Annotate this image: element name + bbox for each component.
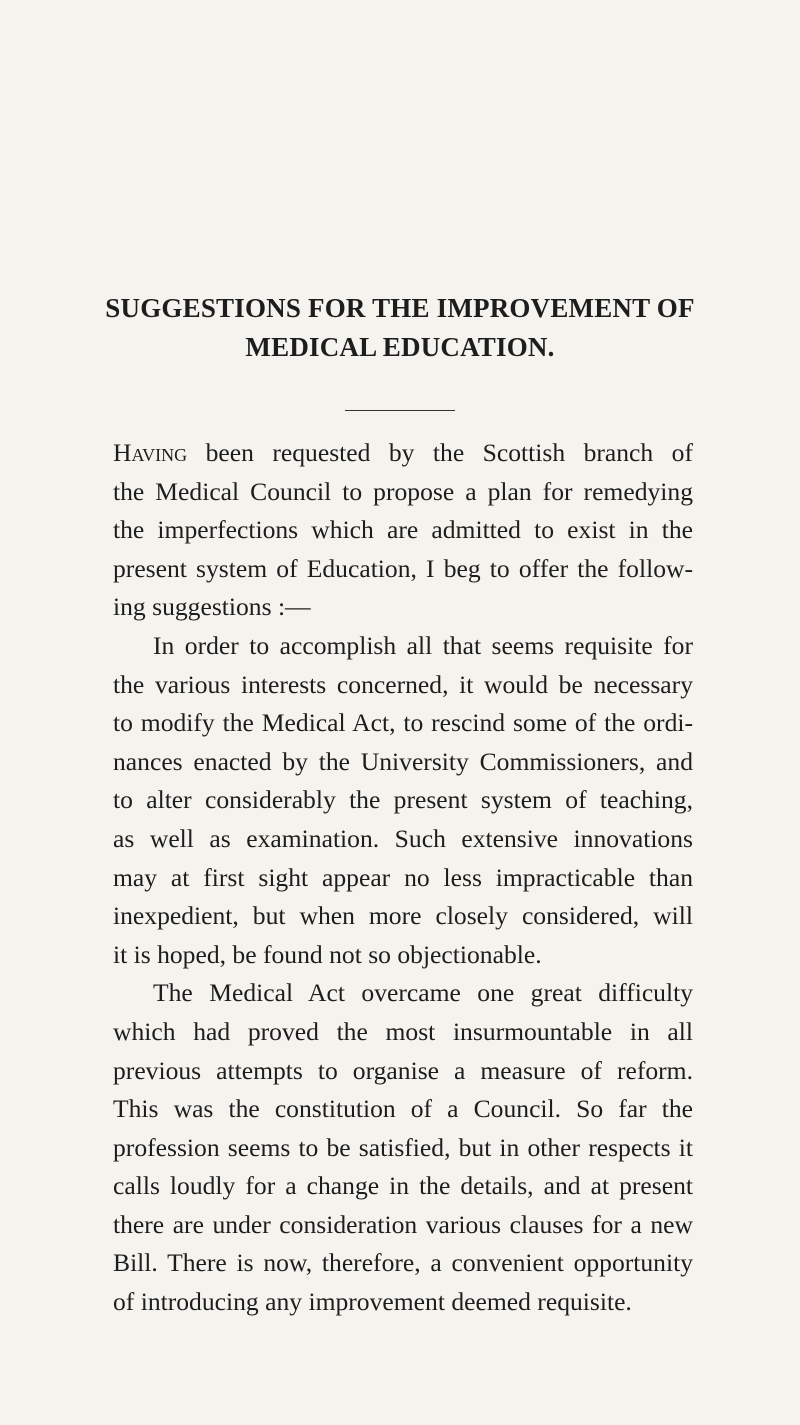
body-text: [113, 434, 693, 1322]
paragraph-1: [113, 434, 693, 627]
title-divider: [345, 410, 455, 411]
paragraph-3-line-2: which had proved the most insurmountable in all: [113, 1016, 693, 1046]
title-line-2: MEDICAL EDUCATION.: [245, 332, 555, 362]
paragraph-3-line-5: profession seems to be satisfied, but in other respects it: [113, 1132, 693, 1162]
paragraph-3-line-7: there are under consideration various clauses for a new: [113, 1209, 693, 1239]
title-line-1: SUGGESTIONS FOR THE IMPROVEMENT OF: [105, 293, 695, 323]
paragraph-2-line-5: to alter considerably the present system of teaching,: [113, 785, 693, 815]
paragraph-1-line-1: Having been requested by the Scottish branch of: [113, 438, 693, 467]
paragraph-3-line-4: This was the constitution of a Council. So far the: [113, 1094, 693, 1124]
paragraph-2-line-4: nances enacted by the University Commissioners, and: [113, 746, 693, 776]
paragraph-3: [113, 974, 693, 1321]
paragraph-1-line-4: present system of Education, I beg to offer the follow-: [113, 553, 693, 583]
paragraph-2-line-1: In order to accomplish all that seems requisite for: [153, 630, 693, 660]
paragraph-2-line-6: as well as examination. Such extensive innovations: [113, 823, 693, 853]
paragraph-2-line-9: it is hoped, be found not so objectionable.: [113, 939, 542, 969]
drop-word: Having: [113, 438, 188, 467]
paragraph-2-line-2: the various interests concerned, it would be necessary: [113, 669, 693, 699]
paragraph-3-line-1: The Medical Act overcame one great difficulty: [153, 978, 693, 1008]
paragraph-2: [113, 627, 693, 974]
paragraph-3-line-6: calls loudly for a change in the details, and at present: [113, 1171, 693, 1201]
paragraph-2-line-7: may at first sight appear no less impracticable than: [113, 862, 693, 892]
paragraph-2-line-3: to modify the Medical Act, to rescind some of the ordi-: [113, 708, 693, 738]
paragraph-2-line-8: inexpedient, but when more closely considered, will: [113, 901, 693, 931]
paragraph-1-line-5: ing suggestions :—: [113, 592, 311, 622]
paragraph-3-line-9: of introducing any improvement deemed requisite.: [113, 1287, 632, 1317]
paragraph-3-line-3: previous attempts to organise a measure of reform.: [113, 1055, 693, 1085]
paragraph-1-line-2: the Medical Council to propose a plan for remedying: [113, 476, 693, 506]
paragraph-3-line-8: Bill. There is now, therefore, a convenient opportunity: [113, 1248, 693, 1278]
paragraph-1-line-3: the imperfections which are admitted to exist in the: [113, 515, 693, 545]
